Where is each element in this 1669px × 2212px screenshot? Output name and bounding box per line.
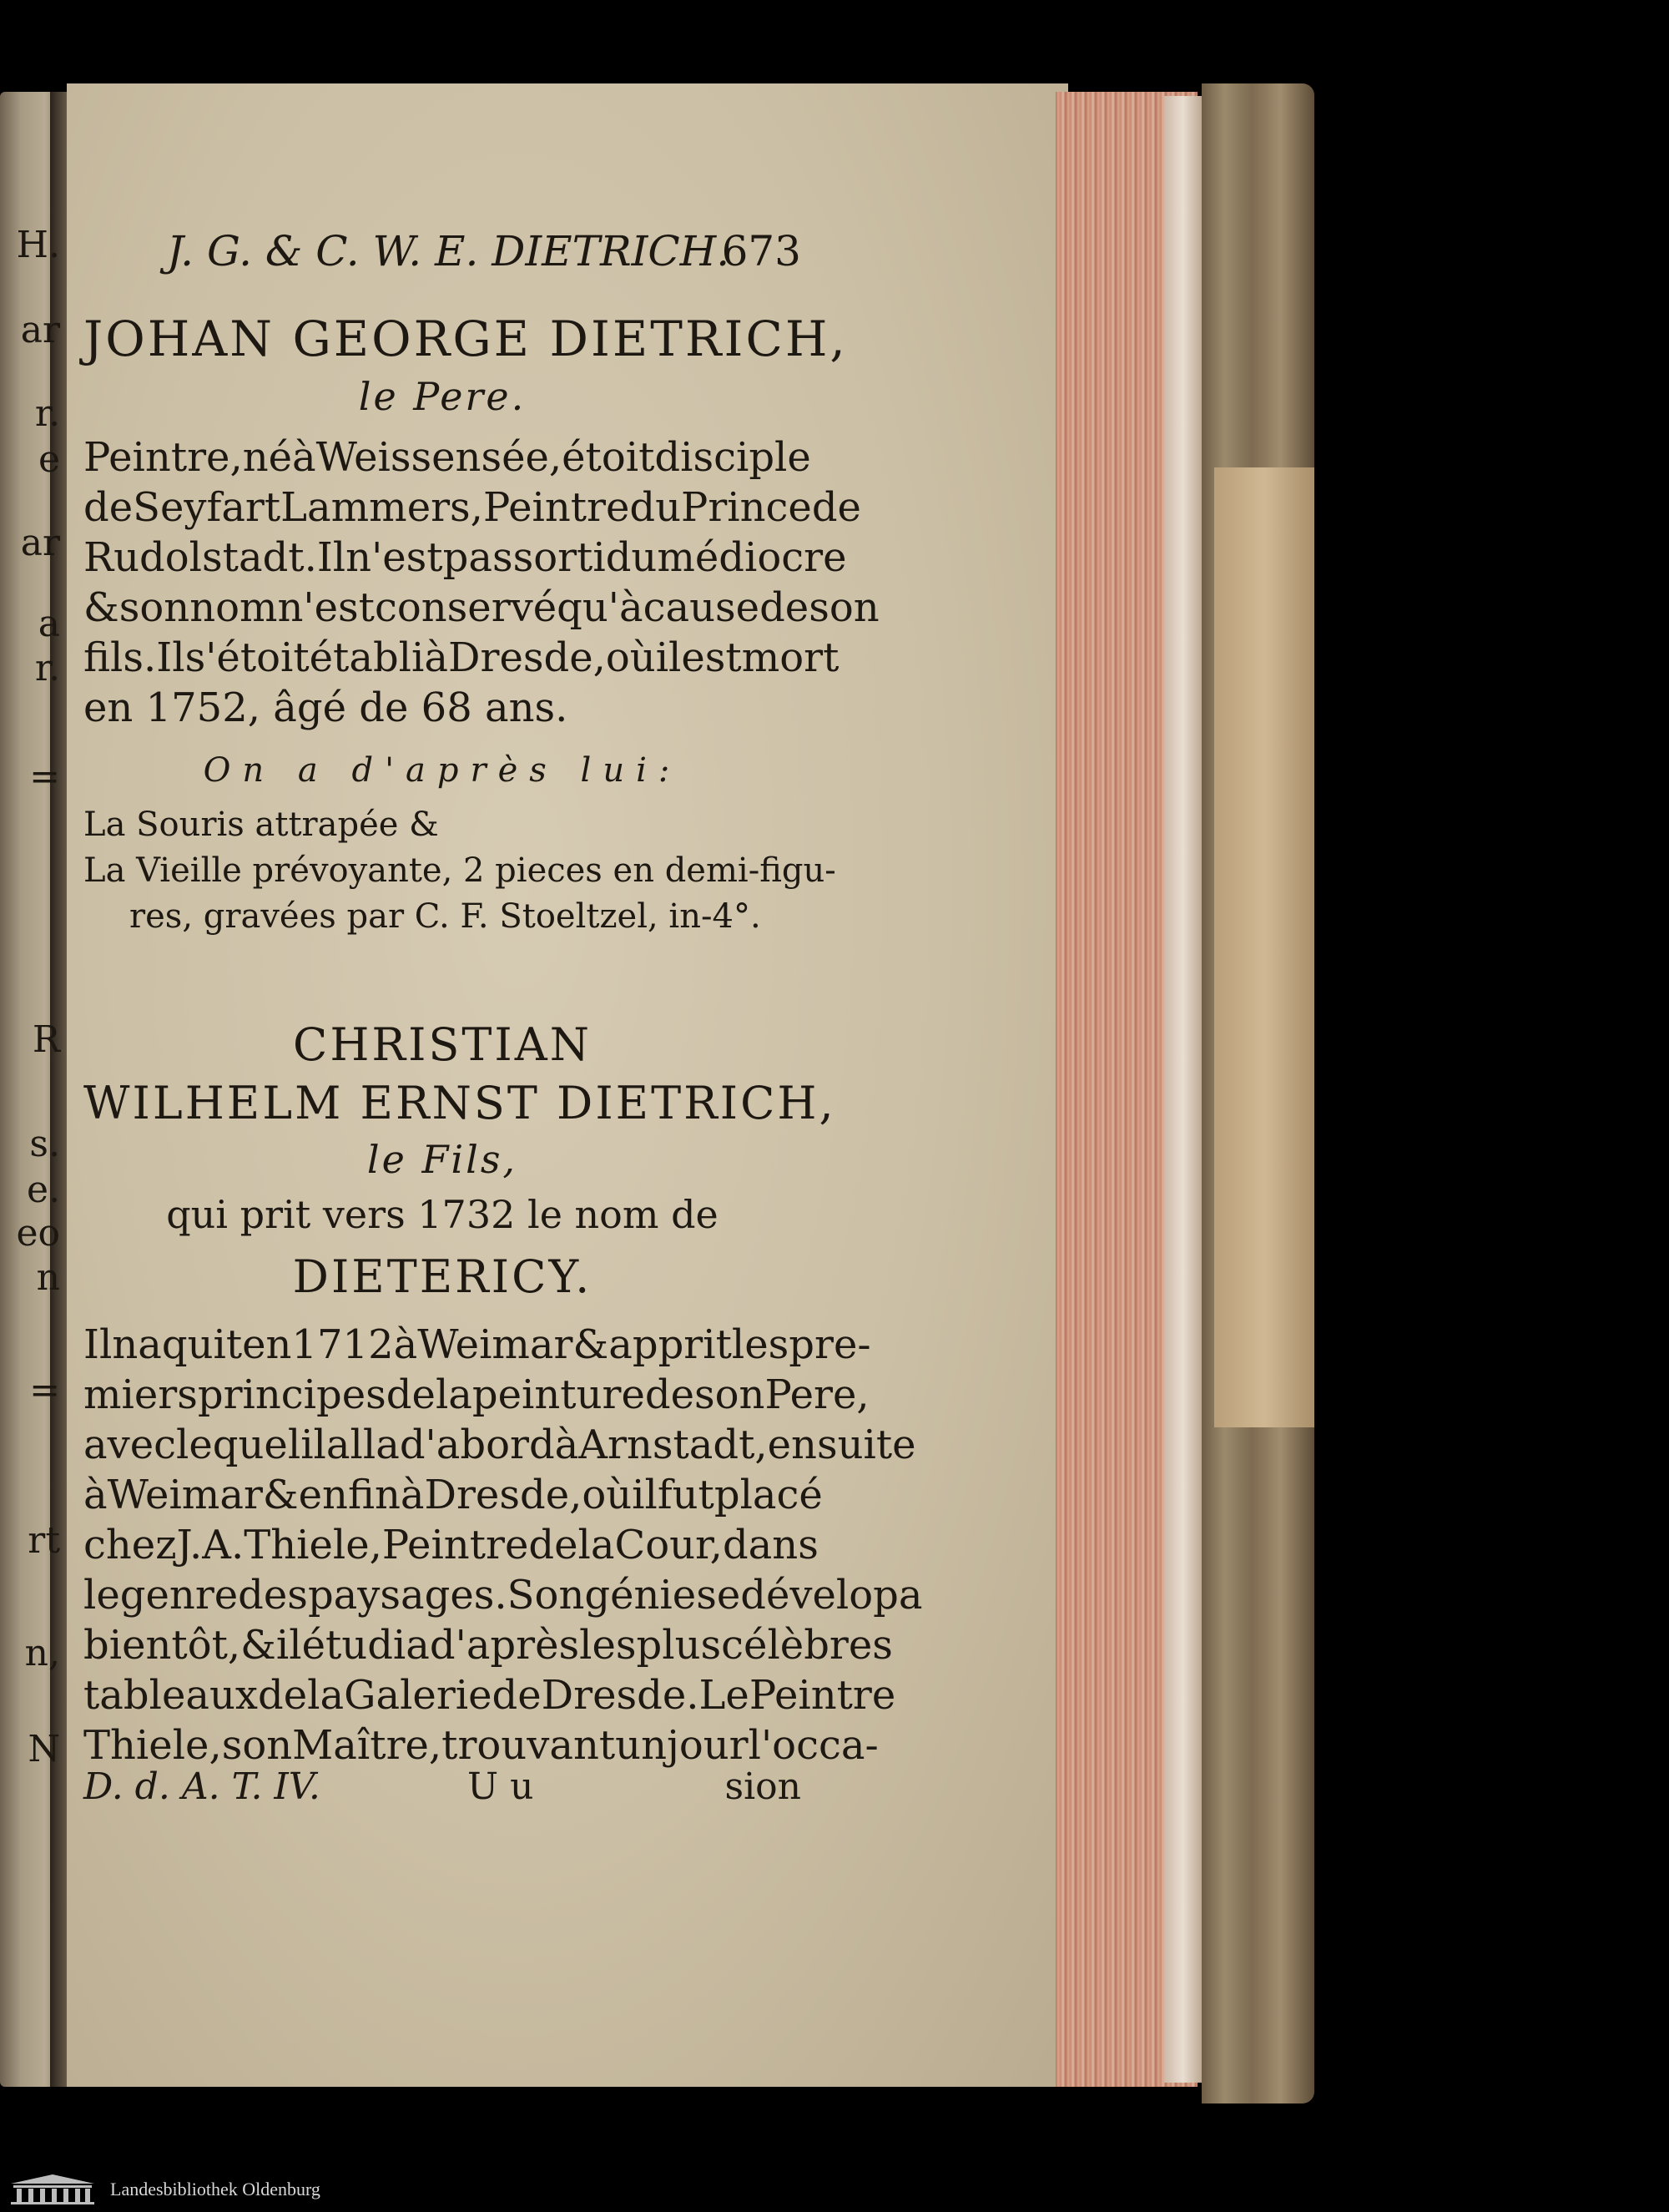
word: lequel <box>176 1422 301 1468</box>
word: fils. <box>83 634 157 681</box>
word: n'est <box>345 534 443 581</box>
gathering-mark: U u <box>467 1765 534 1808</box>
word: Seyfart <box>133 484 281 531</box>
word: son <box>809 584 880 631</box>
left-stub: = <box>29 1369 60 1412</box>
word: Lammers, <box>280 484 483 531</box>
word: les <box>731 1321 789 1368</box>
left-stub: n <box>36 1256 60 1299</box>
left-stub: e <box>38 438 60 481</box>
word: alla <box>325 1422 400 1468</box>
running-head-title: J. G. & C. W. E. DIETRICH. <box>167 227 730 275</box>
word: & <box>572 1321 609 1368</box>
word: ensuite <box>767 1422 916 1468</box>
library-name: Landesbibliothek Oldenburg <box>110 2179 320 2199</box>
word: en <box>242 1321 292 1368</box>
word: principes <box>197 1371 386 1418</box>
paragraph-line <box>83 1321 871 1368</box>
word: apprit <box>608 1321 732 1368</box>
section-subheading: qui prit vers 1732 le nom de <box>166 1192 719 1237</box>
word: Il <box>83 1321 113 1368</box>
word: à <box>393 1321 418 1368</box>
paragraph-line <box>83 534 847 581</box>
left-stub: N <box>28 1728 60 1770</box>
left-stub: e. <box>26 1169 60 1211</box>
word: Thiele, <box>244 1522 382 1568</box>
word: de <box>492 1672 542 1719</box>
word: Galerie <box>344 1672 492 1719</box>
word: Le <box>698 1672 749 1719</box>
word: tableaux <box>83 1672 258 1719</box>
left-stub: n, <box>24 1632 60 1674</box>
word: de <box>83 484 134 531</box>
word: il <box>300 1422 326 1468</box>
section-subheading: le Fils, <box>366 1137 518 1182</box>
word: d'après <box>429 1622 580 1669</box>
word: paysages. <box>307 1572 507 1619</box>
word: Peintre <box>749 1672 896 1719</box>
word: à <box>83 1472 108 1518</box>
word: Weissensée, <box>315 434 562 481</box>
word: mort <box>741 634 840 681</box>
word: pre- <box>789 1321 871 1368</box>
work-item: La Souris attrapée & <box>83 806 439 844</box>
word: peinture <box>471 1371 645 1418</box>
word: Cour, <box>614 1522 723 1568</box>
word: la <box>307 1672 345 1719</box>
paragraph-line <box>83 1672 896 1719</box>
left-stub: H. <box>16 224 60 266</box>
word: Peintre <box>482 484 630 531</box>
paragraph-line <box>83 584 880 631</box>
paragraph-line <box>83 1371 870 1418</box>
word: médiocre <box>657 534 847 581</box>
word: Rudolstadt. <box>83 534 317 581</box>
paragraph-line: en 1752, âgé de 68 ans. <box>83 684 568 731</box>
word: J. <box>176 1522 203 1568</box>
word: Dresde. <box>541 1672 699 1719</box>
word: de <box>644 1371 694 1418</box>
left-stub: = <box>29 755 60 798</box>
word: d'abord <box>399 1422 555 1468</box>
word: & <box>240 1622 276 1669</box>
left-stub: R <box>32 1018 60 1061</box>
word: Son <box>507 1572 585 1619</box>
word: placé <box>713 1472 823 1518</box>
word: où <box>582 1472 633 1518</box>
left-stub: rt <box>28 1519 60 1562</box>
word: disciple <box>654 434 811 481</box>
section-heading: JOHAN GEORGE DIETRICH, <box>83 311 848 367</box>
word: & <box>262 1472 299 1518</box>
word: trouvant <box>441 1722 616 1769</box>
word: Dresde, <box>448 634 606 681</box>
word: étudia <box>301 1622 430 1669</box>
catchword: sion <box>724 1765 801 1808</box>
word: à <box>554 1422 579 1468</box>
paragraph-line <box>83 1722 879 1769</box>
works-heading: On a d'après lui: <box>203 751 682 790</box>
word: de <box>386 1371 436 1418</box>
section-heading: CHRISTIAN <box>293 1018 592 1071</box>
word: du <box>605 534 658 581</box>
word: Il <box>156 634 185 681</box>
word: établi <box>309 634 425 681</box>
word: fut <box>657 1472 714 1518</box>
section-heading: WILHELM ERNST DIETRICH, <box>83 1077 836 1129</box>
paragraph-line <box>83 1522 819 1568</box>
word: enfin <box>298 1472 401 1518</box>
word: Weimar <box>107 1472 263 1518</box>
word: Pere, <box>764 1371 870 1418</box>
word: de <box>759 584 809 631</box>
word: Maître, <box>292 1722 442 1769</box>
paragraph-line <box>83 1622 893 1669</box>
word: genre <box>119 1572 239 1619</box>
word: bientôt, <box>83 1622 241 1669</box>
word: sorti <box>512 534 606 581</box>
word: Dresde, <box>424 1472 582 1518</box>
word: dévelopa <box>740 1572 923 1619</box>
word: avec <box>83 1422 177 1468</box>
word: miers <box>83 1371 198 1418</box>
word: Il <box>316 534 346 581</box>
word: 1712 <box>291 1321 394 1368</box>
word: de <box>258 1672 308 1719</box>
page-number: 673 <box>721 227 801 275</box>
word: Weimar <box>417 1321 573 1368</box>
left-stub: a <box>38 603 60 645</box>
word: A. <box>202 1522 245 1568</box>
paragraph-line <box>83 1422 916 1468</box>
page-block-light <box>1164 96 1202 2083</box>
paragraph-line <box>83 1472 823 1518</box>
word: conservé <box>374 584 557 631</box>
word: plus <box>636 1622 722 1669</box>
word: de <box>811 484 861 531</box>
word: étoit <box>562 434 655 481</box>
word: Peintre <box>381 1522 529 1568</box>
word: naquit <box>112 1321 243 1368</box>
word: la <box>435 1371 472 1418</box>
word: n'est <box>277 584 375 631</box>
section-heading: DIETERICY. <box>292 1250 592 1303</box>
paragraph-line <box>83 434 811 481</box>
section-subheading: le Pere. <box>358 374 527 419</box>
word: Peintre, <box>83 434 243 481</box>
word: se <box>696 1572 741 1619</box>
signature-mark: D. d. A. T. IV. <box>83 1765 320 1808</box>
paragraph-line <box>83 1572 923 1619</box>
word: dans <box>722 1522 819 1568</box>
word: il <box>655 634 682 681</box>
paragraph-line <box>83 634 840 681</box>
word: célèbres <box>721 1622 893 1669</box>
word: de <box>528 1522 578 1568</box>
library-logo-icon <box>7 2172 98 2205</box>
word: les <box>579 1622 637 1669</box>
left-stub: ar <box>20 522 60 564</box>
work-item: res, gravées par C. F. Stoeltzel, in-4°. <box>129 897 761 936</box>
word: le <box>83 1572 120 1619</box>
word: Arnstadt, <box>578 1422 768 1468</box>
left-stub: eo <box>16 1212 60 1255</box>
word: à <box>424 634 449 681</box>
word: cause <box>643 584 760 631</box>
word: à <box>292 434 316 481</box>
word: est <box>681 634 742 681</box>
word: la <box>577 1522 615 1568</box>
left-stub: r. <box>34 647 60 689</box>
word: jour <box>666 1722 749 1769</box>
left-stub: ar <box>20 309 60 351</box>
word: des <box>238 1572 308 1619</box>
word: où <box>605 634 656 681</box>
word: pas <box>442 534 513 581</box>
word: son <box>221 1722 293 1769</box>
left-stub: r. <box>34 392 60 435</box>
word: Thiele, <box>83 1722 222 1769</box>
left-stub: s. <box>29 1123 60 1165</box>
word: Prince <box>681 484 812 531</box>
word: il <box>632 1472 658 1518</box>
word: génie <box>584 1572 697 1619</box>
word: né <box>242 434 293 481</box>
paragraph-line <box>83 484 861 531</box>
word: il <box>275 1622 302 1669</box>
word: l'occa- <box>748 1722 879 1769</box>
word: nom <box>189 584 278 631</box>
word: son <box>118 584 190 631</box>
word: un <box>615 1722 667 1769</box>
word: du <box>629 484 682 531</box>
word: & <box>83 584 119 631</box>
word: qu'à <box>557 584 643 631</box>
cover-board <box>1214 467 1314 1427</box>
word: son <box>694 1371 765 1418</box>
work-item: La Vieille prévoyante, 2 pieces en demi-figu- <box>83 851 836 890</box>
word: s'étoit <box>184 634 310 681</box>
word: chez <box>83 1522 177 1568</box>
word: à <box>400 1472 425 1518</box>
